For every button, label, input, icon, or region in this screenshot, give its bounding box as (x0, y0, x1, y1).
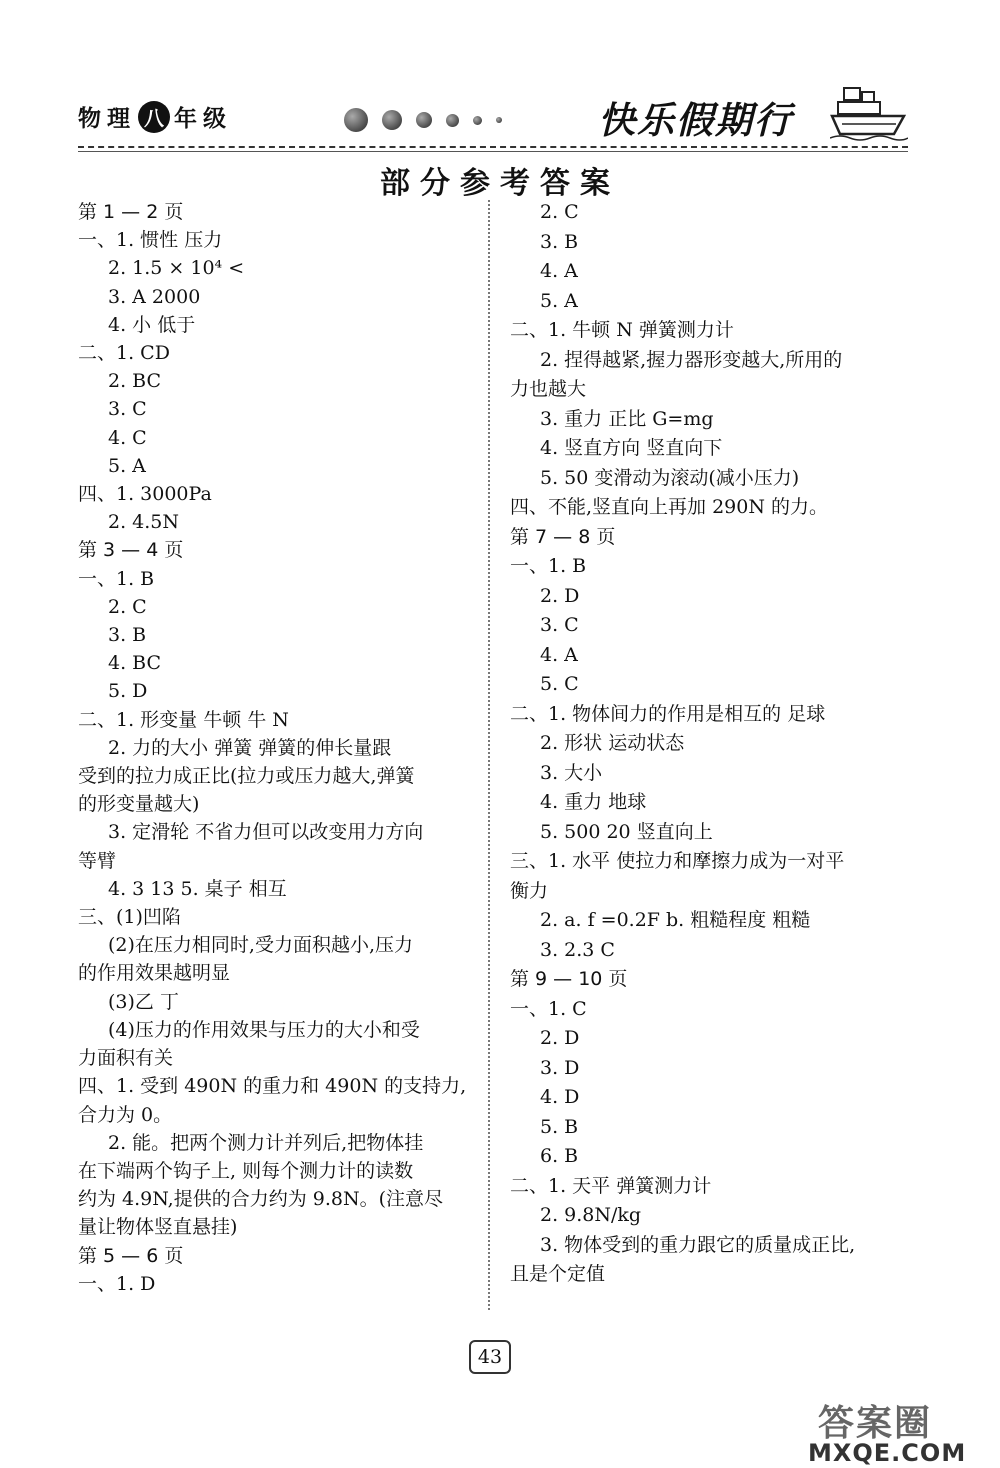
answer-line: 合力为 0。 (78, 1103, 173, 1126)
answer-line: 3. 物体受到的重力跟它的质量成正比, (540, 1233, 856, 1256)
answer-line: 2. 捏得越紧,握力器形变越大,所用的 (540, 348, 843, 371)
answer-line: (4)压力的作用效果与压力的大小和受 (108, 1018, 420, 1041)
answer-line: 2. D (540, 584, 580, 607)
answer-line: 一、1. B (510, 555, 587, 577)
answer-line: 3. 大小 (540, 761, 603, 784)
site-watermark (800, 1395, 1000, 1468)
answer-line: 2. 4.5N (108, 511, 180, 534)
decorative-dots (344, 108, 502, 132)
answer-line: 4. 竖直方向 竖直向下 (540, 437, 723, 459)
answer-line: 二、1. CD (78, 342, 170, 365)
answer-line: 力面积有关 (78, 1047, 174, 1070)
answer-line: 2. C (108, 595, 147, 618)
answer-line: 2. BC (108, 370, 162, 393)
page-header (78, 86, 908, 146)
answer-line: 一、1. D (78, 1272, 156, 1295)
answer-line: 在下端两个钩子上, 则每个测力计的读数 (78, 1159, 414, 1182)
answer-line: 4. D (540, 1086, 580, 1108)
header-rule-thin (78, 151, 908, 152)
answer-line: 3. B (108, 624, 147, 647)
answer-line: 5. D (108, 680, 148, 703)
answer-line: 受到的拉力成正比(拉力或压力越大,弹簧 (78, 765, 415, 788)
section-heading: 第 1 — 2 页 (78, 201, 184, 223)
dot-icon (446, 114, 459, 127)
column-divider (488, 200, 490, 1310)
ship-icon (830, 86, 908, 144)
answer-line: 5. 50 变滑动为滚动(减小压力) (540, 466, 800, 489)
answer-line: 量让物体竖直悬挂) (78, 1216, 238, 1239)
subject-label (78, 100, 232, 133)
dot-icon (496, 117, 502, 123)
answer-line: 5. C (540, 673, 579, 695)
brand-title: 快乐假期行 (598, 99, 793, 142)
subject-name: 物理 (78, 105, 136, 132)
answer-line: 5. A (108, 454, 146, 477)
page-number: 43 (469, 1340, 511, 1374)
section-heading: 第 3 — 4 页 (78, 539, 184, 562)
answer-line: 4. C (108, 426, 147, 449)
watermark-url: MXQE.COM (808, 1439, 967, 1467)
answer-line: 3. 2.3 C (540, 938, 615, 961)
answer-line: 3. B (540, 230, 579, 253)
grade-suffix: 年级 (174, 105, 232, 132)
answer-line: 2. 9.8N/kg (540, 1204, 642, 1226)
answer-line: 2. 能。把两个测力计并列后,把物体挂 (108, 1131, 424, 1154)
answer-line: 4. A (540, 643, 578, 666)
dot-icon (344, 108, 368, 132)
answer-line: 且是个定值 (510, 1263, 606, 1285)
dot-icon (473, 116, 482, 125)
answer-line: 4. 小 低于 (108, 313, 196, 336)
dot-icon (382, 110, 402, 130)
answer-line: 四、不能,竖直向上再加 290N 的力。 (510, 496, 829, 518)
section-heading: 第 9 — 10 页 (510, 968, 628, 990)
answer-line: 3. D (540, 1056, 580, 1079)
answer-line: (2)在压力相同时,受力面积越小,压力 (108, 934, 413, 957)
answer-line: 二、1. 物体间力的作用是相互的 足球 (510, 702, 826, 725)
answer-line: 4. 重力 地球 (540, 791, 647, 813)
answer-line: 2. 1.5 × 10⁴ < (108, 257, 245, 280)
answer-column-right (510, 198, 905, 1290)
answer-line: 3. 重力 正比 G=mg (540, 407, 714, 430)
answer-line: 4. A (540, 260, 578, 282)
answer-line: 三、1. 水平 使拉力和摩擦力成为一对平 (510, 850, 845, 872)
answer-line: 二、1. 形变量 牛顿 牛 N (78, 708, 289, 731)
answer-line: 3. C (108, 398, 147, 421)
answer-line: 的作用效果越明显 (78, 962, 231, 985)
grade-badge: 八 (138, 101, 170, 133)
answer-line: 3. 定滑轮 不省力但可以改变用力方向 (108, 821, 424, 844)
answer-line: 2. 力的大小 弹簧 弹簧的伸长量跟 (108, 736, 392, 759)
answer-line: 6. B (540, 1145, 579, 1167)
answer-line: 5. A (540, 289, 578, 312)
answer-line: 4. 3 13 5. 桌子 相互 (108, 877, 287, 900)
section-heading: 第 5 — 6 页 (78, 1244, 184, 1267)
answer-line: 二、1. 天平 弹簧测力计 (510, 1174, 712, 1197)
answer-line: 二、1. 牛顿 N 弹簧测力计 (510, 319, 734, 341)
page-title: 部分参考答案 (380, 166, 620, 201)
answer-line: 2. C (540, 201, 579, 223)
answer-line: 2. 形状 运动状态 (540, 732, 685, 754)
watermark-logo-text: 答案圈 (818, 1403, 933, 1444)
answer-line: 一、1. 惯性 压力 (78, 229, 223, 252)
answer-line: 三、(1)凹陷 (78, 906, 181, 929)
answer-line: 3. C (540, 614, 579, 636)
answer-line: 约为 4.9N,提供的合力约为 9.8N。(注意尽 (78, 1188, 443, 1211)
answer-column-left (78, 198, 473, 1298)
answer-line: 一、1. B (78, 567, 155, 590)
answer-line: (3)乙 丁 (108, 990, 179, 1013)
answer-line: 等臂 (78, 849, 117, 872)
section-heading: 第 7 — 8 页 (510, 525, 616, 548)
answer-line: 4. BC (108, 652, 162, 675)
answer-line: 一、1. C (510, 997, 587, 1020)
answer-line: 5. B (540, 1115, 579, 1138)
answer-line: 力也越大 (510, 378, 587, 400)
answer-line: 2. D (540, 1027, 580, 1049)
answer-line: 四、1. 受到 490N 的重力和 490N 的支持力, (78, 1075, 467, 1098)
answer-line: 衡力 (510, 879, 549, 902)
answer-line: 3. A 2000 (108, 285, 201, 308)
answer-line: 5. 500 20 竖直向上 (540, 820, 713, 843)
answer-line: 的形变量越大) (78, 793, 200, 816)
answer-line: 四、1. 3000Pa (78, 483, 212, 506)
header-rule (78, 146, 908, 148)
dot-icon (416, 112, 432, 128)
answer-line: 2. a. f =0.2F b. 粗糙程度 粗糙 (540, 909, 811, 931)
